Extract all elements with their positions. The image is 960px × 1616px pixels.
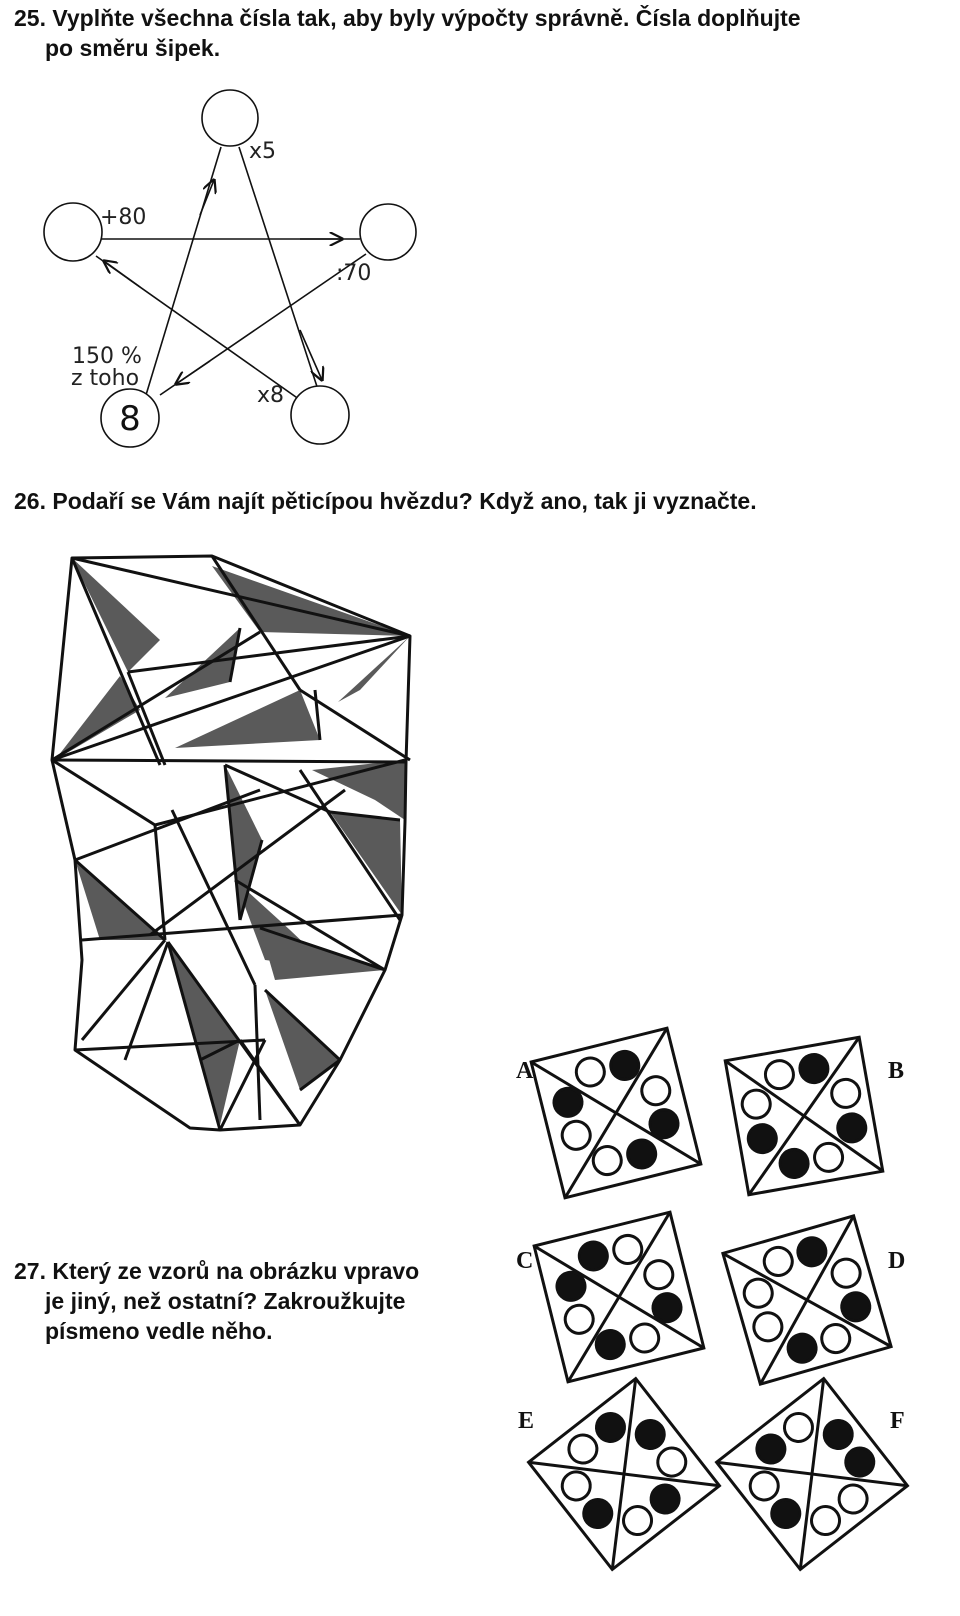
option-letter-B[interactable]: B	[888, 1058, 905, 1084]
question-26-line: 26. Podaří se Vám najít pěticípou hvězdu? Když ano, tak ji vyznačte.	[14, 488, 757, 514]
option-D-pattern[interactable]	[723, 1216, 891, 1384]
label-x8: x8	[257, 383, 285, 408]
label-z-toho: z toho	[71, 366, 140, 391]
option-C-pattern[interactable]	[534, 1212, 704, 1382]
edge-top-to-bottomright	[239, 147, 322, 402]
option-E-pattern[interactable]	[529, 1379, 720, 1570]
arrow-bottomright-to-left	[104, 261, 140, 287]
option-F-pattern[interactable]	[717, 1379, 908, 1570]
edge-bottomleft-to-top	[146, 147, 221, 395]
option-B-pattern[interactable]	[725, 1037, 883, 1195]
label-150-percent: 150 %	[72, 344, 142, 369]
question-27-line-1: 27. Který ze vzorů na obrázku vpravo	[14, 1258, 420, 1284]
node-top	[202, 90, 258, 146]
q27-options	[529, 1028, 908, 1569]
node-right	[360, 204, 416, 260]
node-left	[44, 203, 102, 261]
option-letter-E[interactable]: E	[518, 1408, 535, 1434]
node-bottomright	[291, 386, 349, 444]
option-letter-A[interactable]: A	[516, 1058, 534, 1084]
option-A-pattern[interactable]	[531, 1028, 701, 1198]
arrow-right-to-bottomleft	[176, 361, 210, 384]
option-letter-D[interactable]: D	[888, 1248, 906, 1274]
question-25-line-1: 25. Vyplňte všechna čísla tak, aby byly výpočty správně. Čísla doplňujte	[14, 5, 801, 31]
option-letter-F[interactable]: F	[890, 1408, 905, 1434]
question-25-line-2: po směru šipek.	[45, 35, 221, 61]
label-plus80: +80	[100, 205, 147, 230]
question-27-line-3: písmeno vedle něho.	[45, 1318, 273, 1344]
start-value: 8	[119, 399, 141, 439]
label-x5: x5	[249, 139, 277, 164]
triangle-mosaic-puzzle	[52, 556, 410, 1130]
label-div70: :70	[336, 261, 372, 286]
option-letter-C[interactable]: C	[516, 1248, 534, 1274]
arrow-bottomleft-to-top	[200, 180, 214, 215]
arrow-top-to-bottomright	[300, 330, 322, 380]
question-27-line-2: je jiný, než ostatní? Zakroužkujte	[45, 1288, 406, 1314]
